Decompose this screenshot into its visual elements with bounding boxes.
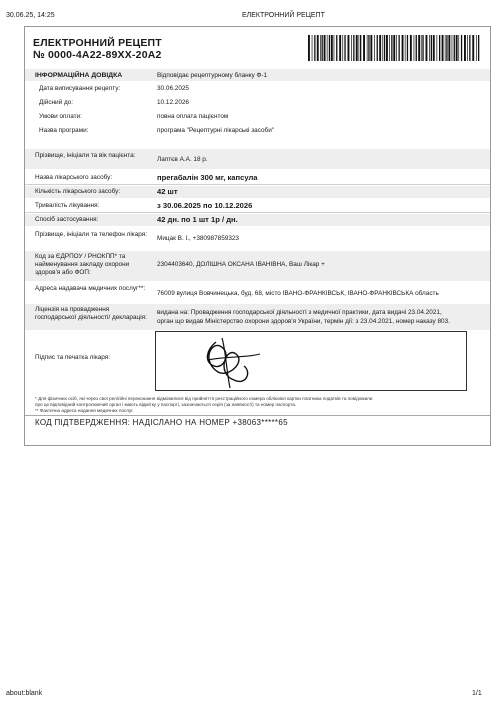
barcode-bar xyxy=(422,35,423,61)
barcode-bar xyxy=(336,35,337,61)
footnote-2: про це відповідний контролюючий орган і мають відмітку у паспорті, зазначаються серія (за наявності) та номер паспорта. xyxy=(35,402,297,407)
barcode-bar xyxy=(437,35,438,61)
barcode-bar xyxy=(426,35,428,61)
info-row-date xyxy=(25,85,490,97)
barcode-bar xyxy=(363,35,365,61)
barcode-bar xyxy=(421,35,422,61)
info-row-program xyxy=(25,127,490,139)
signature-image xyxy=(156,332,466,390)
barcode-bar xyxy=(476,35,477,61)
info-label: Дійсний до: xyxy=(39,99,74,106)
edrpou-label: Код за ЄДРПОУ / РНОКПП* та найменування закладу охорони здоров'я або ФОП: xyxy=(35,253,130,276)
info-row-payment xyxy=(25,113,490,125)
info-heading: ІНФОРМАЦІЙНА ДОВІДКА xyxy=(35,72,123,79)
info-label: Назва програми: xyxy=(39,127,89,134)
prescription-number: № 0000-4A22-89XX-20A2 xyxy=(33,49,162,61)
barcode-bar xyxy=(308,35,310,61)
duration-label: Тривалість лікування: xyxy=(35,202,100,209)
drug-value: прегабалін 300 мг, капсула xyxy=(157,173,258,182)
barcode-bar xyxy=(377,35,378,61)
barcode-bar xyxy=(467,35,468,61)
barcode-bar xyxy=(418,35,420,61)
info-heading-row xyxy=(25,69,490,81)
confirmation-code: КОД ПІДТВЕРДЖЕННЯ: НАДІСЛАНО НА НОМЕР +38063*****65 xyxy=(35,418,288,427)
license-value-line2: орган що видав Міністерство охорони здоров'я України, термін дії: з 23.04.2021, номер наказу 803. xyxy=(157,318,450,325)
doctor-label: Прізвище, ініціали та телефон лікаря: xyxy=(35,231,147,238)
method-label: Спосіб застосування: xyxy=(35,216,99,223)
barcode-bar xyxy=(324,35,326,61)
info-value: повна оплата пацієнтом xyxy=(157,113,229,120)
barcode-bar xyxy=(454,35,455,61)
barcode-bar xyxy=(407,35,408,61)
barcode-bar xyxy=(329,35,330,61)
barcode-bar xyxy=(322,35,323,61)
barcode-bar xyxy=(416,35,417,61)
barcode-bar xyxy=(391,35,392,61)
barcode-bar xyxy=(429,35,430,61)
barcode-bar xyxy=(334,35,335,61)
quantity-row xyxy=(25,186,490,198)
barcode-bar xyxy=(351,35,352,61)
barcode-bar xyxy=(393,35,395,61)
print-page-number: 1/1 xyxy=(472,690,482,697)
barcode-bar xyxy=(312,35,313,61)
license-row xyxy=(25,304,490,330)
barcode-bar xyxy=(433,35,435,61)
edrpou-value: 2304403640, ДОЛІШНА ОКСАНА ІВАНІВНА, Ваш Лікар + xyxy=(157,261,325,268)
barcode-bar xyxy=(384,35,385,61)
barcode-bar xyxy=(353,35,354,61)
barcode-bar xyxy=(439,35,440,61)
doctor-row xyxy=(25,229,490,249)
info-row-valid xyxy=(25,99,490,111)
doctor-value: Мицак В. І., +380987859323 xyxy=(157,235,239,242)
barcode-bar xyxy=(327,35,328,61)
info-subtitle: Відповідає рецептурному бланку Ф-1 xyxy=(157,72,268,79)
barcode-bar xyxy=(410,35,412,61)
barcode-bar xyxy=(458,35,459,61)
address-row xyxy=(25,283,490,303)
barcode-bar xyxy=(448,35,450,61)
address-label: Адреса надавача медичних послуг**: xyxy=(35,285,146,292)
duration-row xyxy=(25,200,490,212)
barcode-bar xyxy=(359,35,360,61)
barcode xyxy=(308,35,482,61)
edrpou-row xyxy=(25,251,490,281)
barcode-bar xyxy=(386,35,388,61)
barcode-bar xyxy=(360,35,361,61)
barcode-bar xyxy=(396,35,397,61)
print-page-title: ЕЛЕКТРОННИЙ РЕЦЕПТ xyxy=(242,12,325,19)
patient-label: Прізвище, ініціали та вік пацієнта: xyxy=(35,152,136,159)
barcode-bar xyxy=(452,35,453,61)
barcode-bar xyxy=(389,35,390,61)
quantity-value: 42 шт xyxy=(157,187,178,196)
barcode-bar xyxy=(405,35,406,61)
barcode-bar xyxy=(344,35,345,61)
barcode-bar xyxy=(399,35,400,61)
method-value: 42 дн. по 1 шт 1р / дн. xyxy=(157,215,238,224)
patient-row xyxy=(25,149,490,169)
license-value-line1: видана на: Провадження господарської діяльності з медичної практики, дата видачі 23.04.2021, xyxy=(157,309,442,316)
method-row xyxy=(25,214,490,226)
info-value: програма "Рецептурні лікарські засоби" xyxy=(157,127,275,134)
signature-box xyxy=(155,331,467,391)
barcode-bar xyxy=(331,35,333,61)
barcode-bar xyxy=(478,35,479,61)
barcode-bar xyxy=(379,35,381,61)
barcode-bar xyxy=(402,35,404,61)
barcode-bar xyxy=(456,35,458,61)
footnote-3: ** Фактична адреса надання медичних послуг. xyxy=(35,408,134,413)
info-value: 10.12.2026 xyxy=(157,99,189,106)
barcode-bar xyxy=(461,35,462,61)
duration-value: з 30.06.2025 по 10.12.2026 xyxy=(157,201,253,210)
barcode-bar xyxy=(464,35,466,61)
footnote-1: * Для фізичних осіб, які через свої релігійні переконання відмовилися від прийняття реєстраційного номера облікової картки платника податків та повідомили xyxy=(35,396,373,401)
barcode-bar xyxy=(370,35,372,61)
barcode-bar xyxy=(431,35,432,61)
drug-label: Назва лікарського засобу: xyxy=(35,174,113,181)
barcode-bar xyxy=(382,35,383,61)
barcode-bar xyxy=(320,35,321,61)
barcode-bar xyxy=(367,35,368,61)
address-value: 76009 вулиця Вовчинецька, буд. 68, місто ІВАНО-ФРАНКІВСЬК, ІВАНО-ФРАНКІВСЬКА область xyxy=(157,290,439,297)
print-url: about:blank xyxy=(6,690,43,697)
license-label: Ліцензія на провадження господарської діяльності/ декларація: xyxy=(35,306,147,321)
prescription-title: ЕЛЕКТРОННИЙ РЕЦЕПТ xyxy=(33,37,162,49)
info-label: Умови оплати: xyxy=(39,113,82,120)
barcode-bar xyxy=(339,35,341,61)
barcode-bar xyxy=(314,35,315,61)
barcode-bar xyxy=(368,35,369,61)
barcode-bar xyxy=(356,35,358,61)
barcode-bar xyxy=(414,35,415,61)
prescription-document xyxy=(24,26,491,446)
barcode-bar xyxy=(342,35,343,61)
barcode-bar xyxy=(446,35,447,61)
print-datetime: 30.06.25, 14:25 xyxy=(6,12,55,19)
quantity-label: Кількість лікарського засобу: xyxy=(35,188,121,195)
signature-label: Підпис та печатка лікаря: xyxy=(35,354,111,361)
info-label: Дата виписування рецепту: xyxy=(39,85,121,92)
barcode-bar xyxy=(469,35,470,61)
barcode-bar xyxy=(445,35,446,61)
barcode-bar xyxy=(472,35,474,61)
info-value: 30.06.2025 xyxy=(157,85,189,92)
barcode-bar xyxy=(348,35,350,61)
patient-value: Лаптєв А.А. 18 р. xyxy=(157,156,208,163)
drug-row xyxy=(25,172,490,184)
barcode-bar xyxy=(442,35,444,61)
barcode-bar xyxy=(317,35,319,61)
barcode-bar xyxy=(374,35,375,61)
